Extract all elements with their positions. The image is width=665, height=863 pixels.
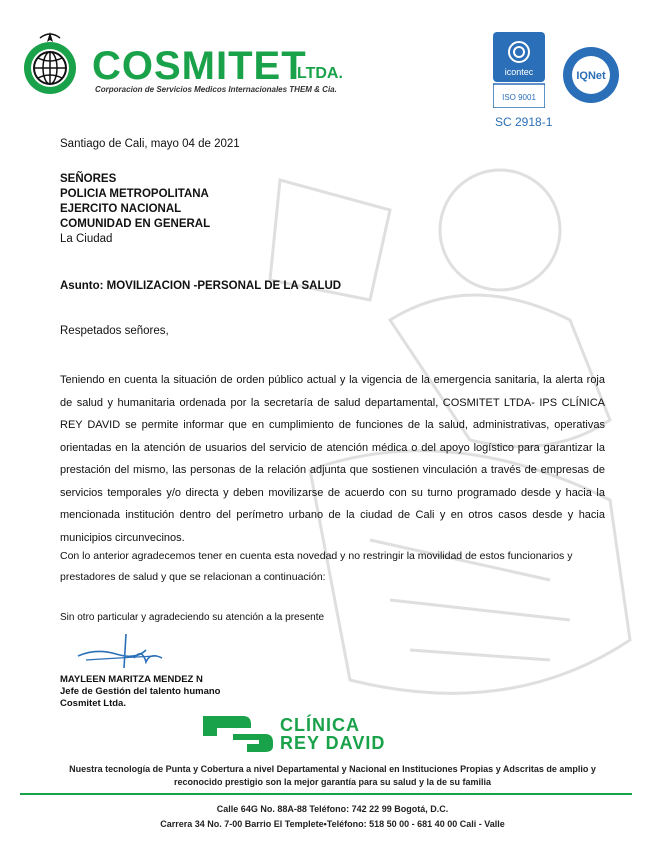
letter-subject: Asunto: MOVILIZACION -PERSONAL DE LA SALUD — [60, 280, 342, 292]
recipient-line: COMUNIDAD EN GENERAL — [60, 218, 211, 230]
certification-code: SC 2918-1 — [495, 115, 553, 129]
footer-addresses — [100, 802, 565, 832]
footer-address-1: Calle 64G No. 88A-88 Teléfono: 742 22 99 Bogotá, D.C. — [216, 804, 449, 814]
slogan: Nuestra tecnología de Punta y Cobertura a nivel Departamental y Nacional en Instituciones Propias y Adscritas de amplio y reconocido prestigio son la mejor garantía para su salud y la de su familia — [69, 764, 596, 787]
footer-divider — [20, 793, 632, 795]
clinic-name-line2: REY DAVID — [280, 733, 386, 753]
recipient-block — [60, 172, 210, 247]
clinic-name — [280, 716, 385, 752]
body-paragraph-1: Teniendo en cuenta la situación de orden público actual y la vigencia de la emergencia sanitaria, la alerta roja de salud y humanitaria ordenada por la secretaría de salud departamental, COSMITET LTDA- IPS CLÍNICA REY DAVID se permite informar que en cumplimiento de funciones de la salud, administrativas, operativas orientadas en la atención de usuarios del servicio de atención médica o del apoyo logístico para garantizar la prestación del mismo, las personas de la relación adjunta que sostienen vinculación a través de empresas de servicios temporales y/o directa y deben movilizarse de acuerdo con su turno programado desde y hacia la mencionada institución dentro del perímetro urbano de la ciudad de Cali y en otros casos desde y hacia municipios circunvecinos. — [60, 374, 605, 544]
iqnet-certification-icon — [562, 46, 620, 104]
recipient-line: SEÑORES — [60, 173, 117, 185]
brand-name: COSMITET — [92, 44, 307, 88]
signer-block — [60, 674, 220, 710]
cosmitet-globe-logo — [20, 28, 80, 100]
icontec-certification-icon — [493, 32, 545, 108]
handwritten-signature — [76, 628, 166, 676]
recipient-line: POLICIA METROPOLITANA — [60, 188, 209, 200]
signer-name: MAYLEEN MARITZA MENDEZ N — [60, 674, 203, 685]
footer-address-2: Carrera 34 No. 7-00 Barrio El Templete•Teléfono: 518 50 00 - 681 40 00 Cali - Valle — [160, 819, 505, 829]
signer-title: Jefe de Gestión del talento humano — [60, 686, 221, 697]
brand-suffix: LTDA. — [297, 65, 343, 82]
letter-date: Santiago de Cali, mayo 04 de 2021 — [60, 138, 240, 150]
clinica-rey-david-logo — [203, 714, 273, 754]
iqnet-label: IQNet — [576, 70, 606, 82]
recipient-line: EJERCITO NACIONAL — [60, 203, 182, 215]
brand-subtitle: Corporacion de Servicios Medicos Internacionales THEM & Cia. — [95, 85, 337, 94]
clinic-name-line1: CLÍNICA — [280, 715, 360, 735]
closing-line: Sin otro particular y agradeciendo su atención a la presente — [60, 612, 325, 623]
recipient-location: La Ciudad — [60, 233, 113, 245]
icontec-label: icontec — [504, 67, 534, 77]
body-paragraph-2: Con lo anterior agradecemos tener en cuenta esta novedad y no restringir la movilidad de estos funcionarios y prestadores de salud y que se relacionan a continuación: — [60, 550, 573, 583]
iso-label: ISO 9001 — [502, 93, 536, 102]
signer-company: Cosmitet Ltda. — [60, 698, 126, 709]
salutation: Respetados señores, — [60, 325, 169, 337]
